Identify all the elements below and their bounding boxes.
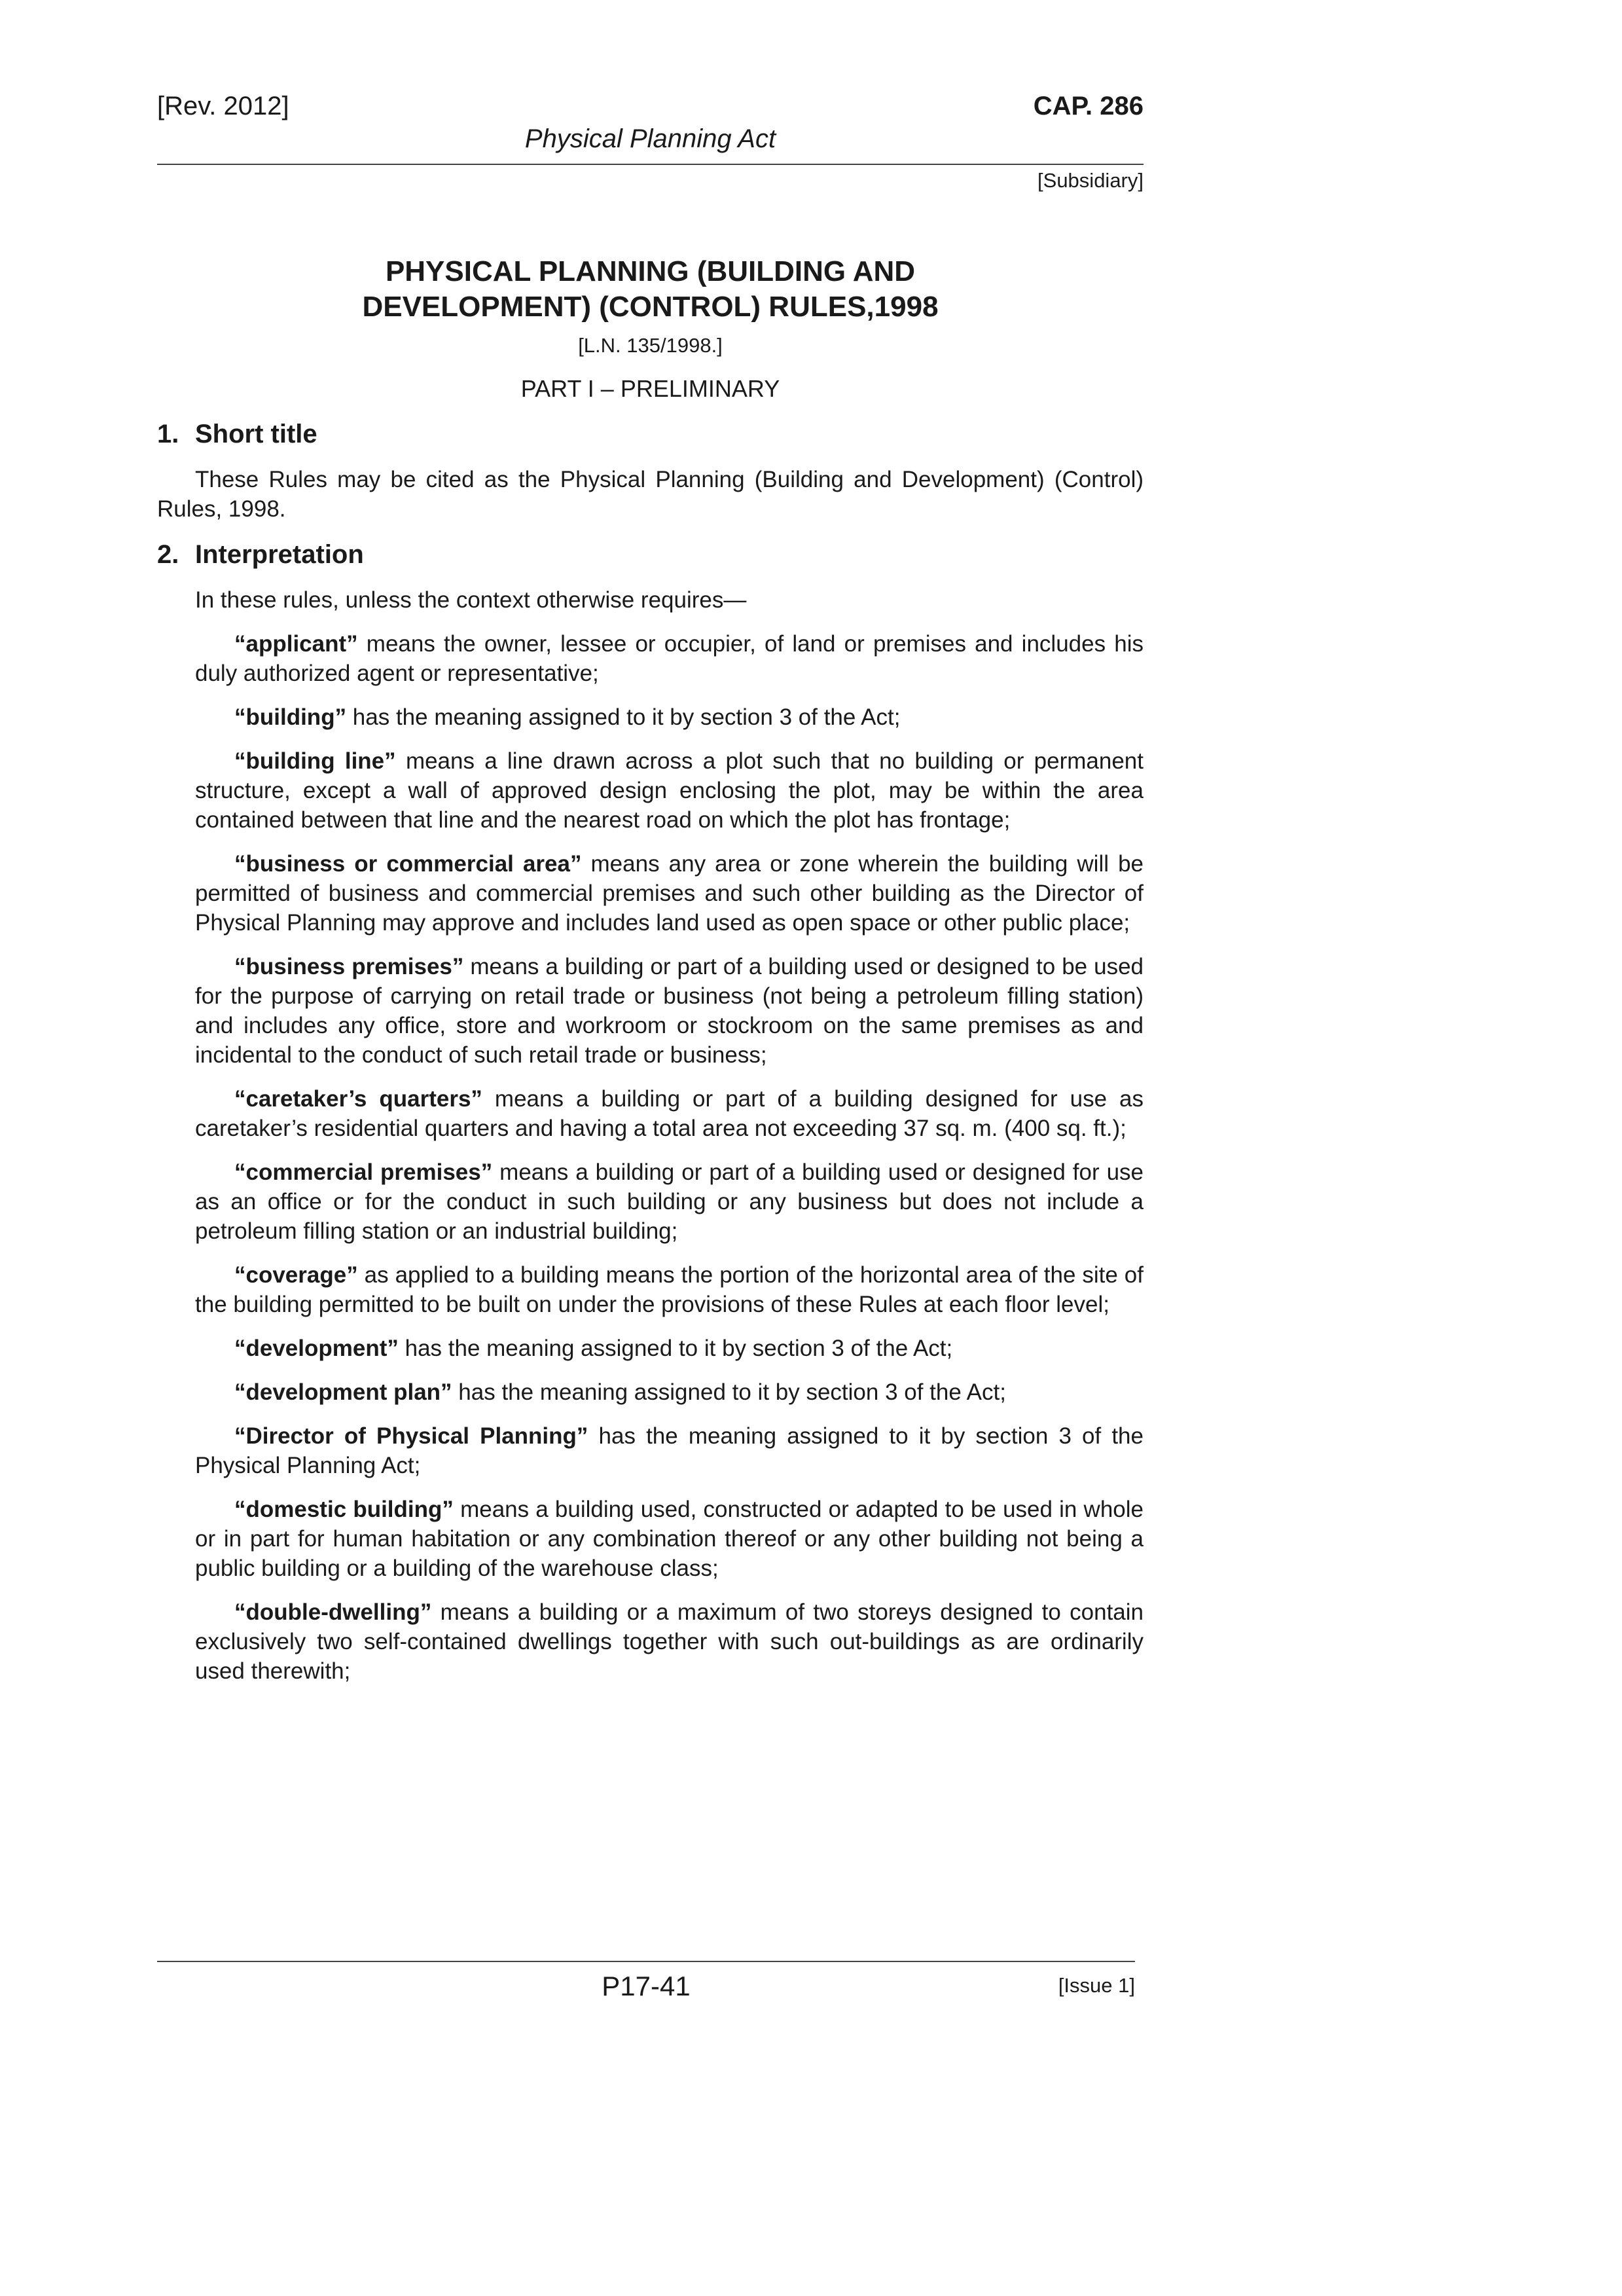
definition-item [195, 1084, 1144, 1143]
definition-item [195, 629, 1144, 688]
definition-text: means any area or zone wherein the building will be permitted of business and commercial premises and such other building as the Director of Physical Planning may approve and includes land used as open space or other public place; [195, 851, 1144, 936]
definition-term: “building” [234, 704, 347, 730]
definitions-list [157, 629, 1144, 1686]
rules-title [157, 254, 1144, 325]
definition-text: means a building or a maximum of two storeys designed to contain exclusively two self-contained dwellings together with such out-buildings as are ordinarily used therewith; [195, 1599, 1144, 1684]
definition-item [195, 1421, 1144, 1480]
definition-item [195, 1495, 1144, 1583]
definition-text: as applied to a building means the portion of the horizontal area of the site of the building permitted to be built on under the provisions of these Rules at each floor level; [195, 1262, 1144, 1317]
chapter-label: CAP. 286 [1033, 92, 1144, 120]
definition-item [195, 1334, 1144, 1363]
definition-term: “business premises” [234, 954, 464, 979]
definition-term: “caretaker’s quarters” [234, 1086, 482, 1112]
definition-text: means a building used, constructed or adapted to be used in whole or in part for human habitation or any combination thereof or any other building not being a public building or a building of the warehouse class; [195, 1497, 1144, 1581]
definition-term: “development plan” [234, 1379, 452, 1405]
definition-text: has the meaning assigned to it by section 3 of the Act; [452, 1379, 1006, 1405]
section-title: Short title [195, 420, 317, 448]
issue-label: [Issue 1] [1058, 1974, 1135, 1997]
footer-divider [157, 1961, 1135, 1962]
definition-term: “applicant” [234, 631, 358, 657]
definition-term: “commercial premises” [234, 1159, 493, 1185]
definition-item [195, 1157, 1144, 1246]
definition-text: means a building or part of a building used or designed to be used for the purpose of carrying on retail trade or business (not being a petroleum filling station) and includes any office, store and workroom or stockroom on the same premises as and incidental to the conduct of such retail trade or business; [195, 954, 1144, 1068]
definition-item [195, 952, 1144, 1070]
definition-item [195, 702, 1144, 732]
definition-text: has the meaning assigned to it by section 3 of the Physical Planning Act; [195, 1423, 1144, 1478]
part-heading: PART I – PRELIMINARY [520, 375, 780, 402]
definition-term: “Director of Physical Planning” [234, 1423, 588, 1449]
short-title-paragraph: These Rules may be cited as the Physical Planning (Building and Development) (Control) Rules, 1998. [157, 467, 1144, 522]
section-heading-interpretation [157, 538, 1144, 571]
definition-item [195, 1377, 1144, 1407]
section-heading-short-title [157, 418, 1144, 450]
definition-term: “coverage” [234, 1262, 358, 1288]
legal-notice-ref: [L.N. 135/1998.] [578, 334, 723, 357]
act-title: Physical Planning Act [524, 124, 776, 153]
interpretation-intro: In these rules, unless the context otherwise requires— [195, 587, 747, 613]
definition-text: means a building or part of a building designed for use as caretaker’s residential quarters and having a total area not exceeding 37 sq. m. (400 sq. ft.); [195, 1086, 1144, 1141]
subsidiary-label: [Subsidiary] [1037, 169, 1144, 192]
definition-item [195, 746, 1144, 835]
definition-term: “building line” [234, 748, 396, 774]
revision-label: [Rev. 2012] [157, 92, 289, 120]
section-number: 1. [157, 420, 179, 448]
header-divider [157, 164, 1144, 165]
definition-text: means a building or part of a building used or designed for use as an office or for the conduct in such building or any business but does not include a petroleum filling station or an industrial building; [195, 1159, 1144, 1244]
definition-term: “business or commercial area” [234, 851, 582, 877]
definition-item [195, 1597, 1144, 1686]
document-body [157, 418, 1144, 1700]
rules-title-line-2: DEVELOPMENT) (CONTROL) RULES,1998 [362, 291, 939, 323]
page-number: P17-41 [602, 1971, 691, 2001]
rules-title-line-1: PHYSICAL PLANNING (BUILDING AND [385, 255, 916, 287]
section-title: Interpretation [195, 540, 364, 569]
definition-term: “development” [234, 1336, 399, 1361]
definition-term: “double-dwelling” [234, 1599, 432, 1625]
section-number: 2. [157, 540, 179, 569]
definition-text: means a line drawn across a plot such that no building or permanent structure, except a wall of approved design enclosing the plot, may be within the area contained between that line and the nearest road on which the plot has frontage; [195, 748, 1144, 833]
definition-text: has the meaning assigned to it by section 3 of the Act; [398, 1336, 953, 1361]
definition-text: means the owner, lessee or occupier, of land or premises and includes his duly authorized agent or representative; [195, 631, 1144, 686]
definition-item [195, 849, 1144, 938]
definition-text: has the meaning assigned to it by section 3 of the Act; [346, 704, 901, 730]
definition-item [195, 1260, 1144, 1319]
definition-term: “domestic building” [234, 1497, 454, 1522]
